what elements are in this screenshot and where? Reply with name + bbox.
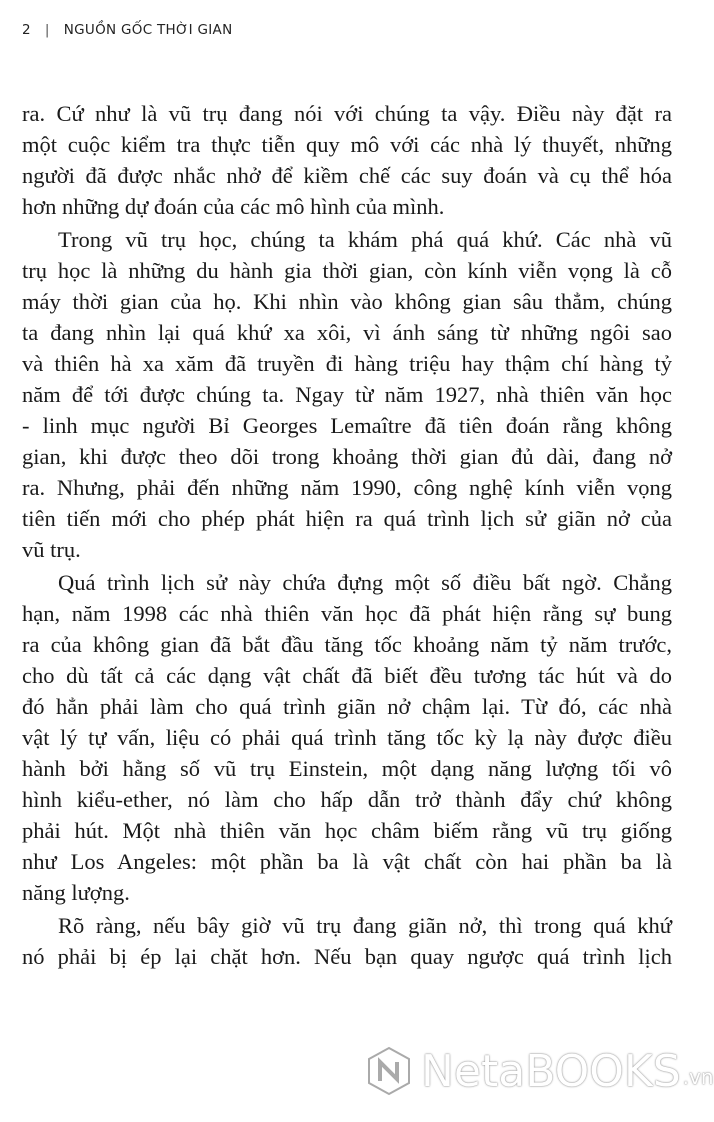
text-line: năng lượng. [22, 880, 130, 905]
running-header [22, 22, 233, 38]
text-line: Rõ ràng, nếu bây giờ vũ trụ đang giãn nở, thì trong quá khứ [58, 913, 672, 938]
text-line: trụ học là những du hành gia thời gian, còn kính viễn vọng là cỗ [22, 258, 672, 283]
text-line: một cuộc kiểm tra thực tiễn quy mô với các nhà lý thuyết, những [22, 132, 672, 157]
text-line: cho dù tất cả các dạng vật chất đã biết đều tương tác hút và do [22, 663, 672, 688]
text-line: và thiên hà xa xăm đã truyền đi hàng triệu hay thậm chí hàng tỷ [22, 351, 672, 376]
text-line: tiên tiến mới cho phép phát hiện ra quá trình lịch sử giãn nở của [22, 506, 672, 531]
netabooks-logo-icon [365, 1045, 413, 1097]
paragraph [22, 910, 672, 972]
book-title: NGUỒN GỐC THỜI GIAN [63, 22, 233, 38]
text-line: nó phải bị ép lại chặt hơn. Nếu bạn quay ngược quá trình lịch [22, 944, 672, 969]
page-body [22, 98, 672, 974]
paragraph [22, 567, 672, 908]
paragraph [22, 98, 672, 222]
paragraph [22, 224, 672, 565]
text-line: hành bởi hằng số vũ trụ Einstein, một dạng năng lượng tối vô [22, 756, 672, 781]
text-line: ra. Nhưng, phải đến những năm 1990, công nghệ kính viễn vọng [22, 475, 672, 500]
text-line: ra của không gian đã bắt đầu tăng tốc khoảng năm tỷ năm trước, [22, 632, 672, 657]
netabooks-watermark [365, 1045, 714, 1097]
text-line: ra. Cứ như là vũ trụ đang nói với chúng ta vậy. Điều này đặt ra [22, 101, 672, 126]
text-line: người đã được nhắc nhở để kiềm chế các suy đoán và cụ thể hóa [22, 163, 672, 188]
text-line: Quá trình lịch sử này chứa đựng một số điều bất ngờ. Chẳng [58, 570, 672, 595]
watermark-brand: NetaBOOKS [421, 1045, 681, 1097]
text-line: ta đang nhìn lại quá khứ xa xôi, vì ánh sáng từ những ngôi sao [22, 320, 672, 345]
text-line: hạn, năm 1998 các nhà thiên văn học đã phát hiện rằng sự bung [22, 601, 672, 626]
watermark-suffix: .vn [682, 1065, 714, 1089]
text-line: máy thời gian của họ. Khi nhìn vào không gian sâu thẳm, chúng [22, 289, 672, 314]
text-line: - linh mục người Bỉ Georges Lemaître đã tiên đoán rằng không [22, 413, 672, 438]
header-separator: | [44, 22, 50, 38]
text-line: đó hẳn phải làm cho quá trình giãn nở chậm lại. Từ đó, các nhà [22, 694, 672, 719]
text-line: vật lý tự vấn, liệu có phải quá trình tăng tốc kỳ lạ này được điều [22, 725, 672, 750]
text-line: vũ trụ. [22, 537, 81, 562]
text-line: gian, khi được theo dõi trong khoảng thời gian đủ dài, đang nở [22, 444, 672, 469]
page-number: 2 [22, 22, 31, 38]
text-line: Trong vũ trụ học, chúng ta khám phá quá khứ. Các nhà vũ [58, 227, 672, 252]
text-line: năm để tới được chúng ta. Ngay từ năm 1927, nhà thiên văn học [22, 382, 672, 407]
text-line: phải hút. Một nhà thiên văn học châm biếm rằng vũ trụ giống [22, 818, 672, 843]
text-line: hơn những dự đoán của các mô hình của mình. [22, 194, 445, 219]
text-line: hình kiểu-ether, nó làm cho hấp dẫn trở thành đẩy chứ không [22, 787, 672, 812]
text-line: như Los Angeles: một phần ba là vật chất còn hai phần ba là [22, 849, 672, 874]
